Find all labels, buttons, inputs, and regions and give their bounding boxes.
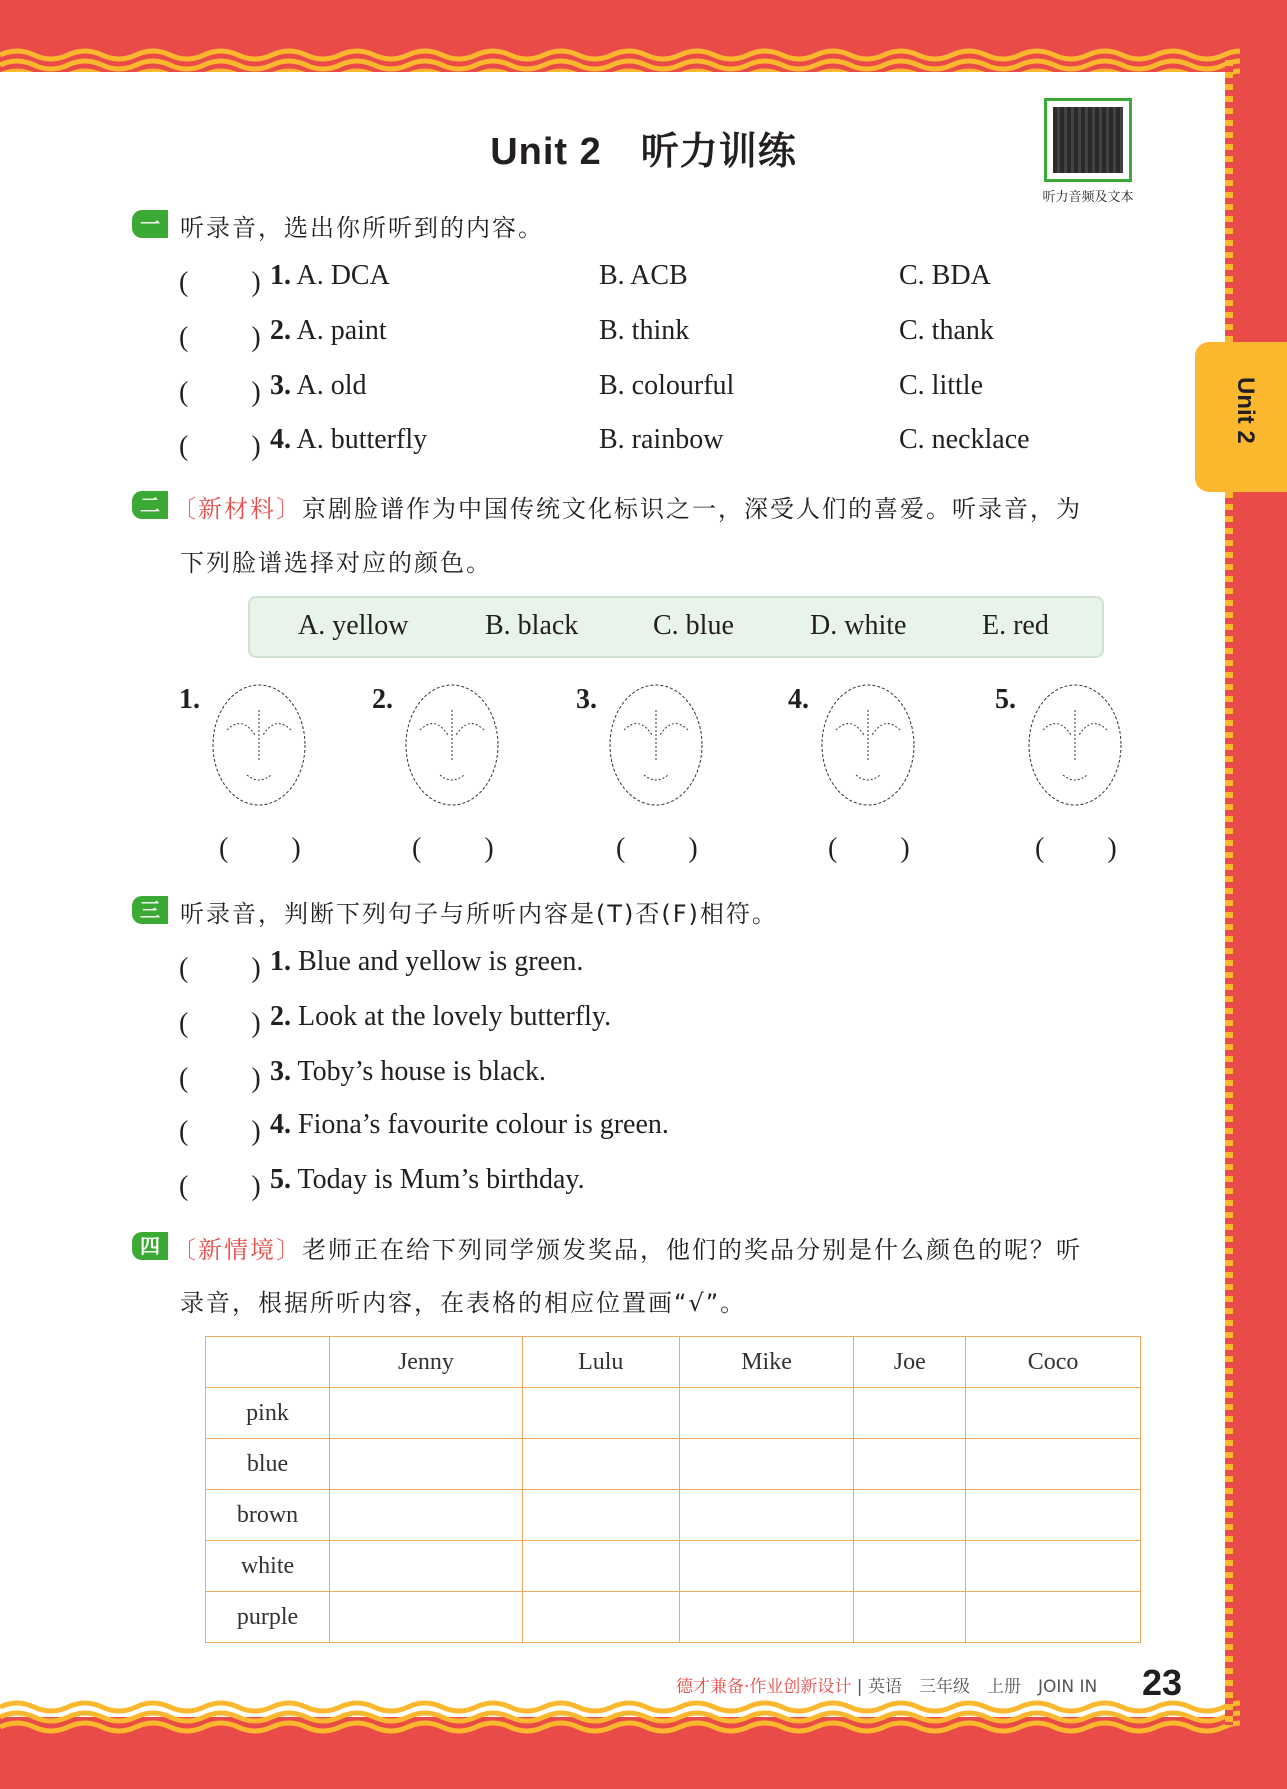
section-2-instruction-2: 下列脸谱选择对应的颜色。 [180, 549, 492, 577]
check-cell[interactable] [522, 1388, 679, 1439]
column-header: Mike [679, 1337, 854, 1388]
section-4-number: 四 [132, 1232, 168, 1260]
opera-mask-image [207, 680, 311, 810]
question-option-c: C. necklace [899, 424, 1030, 455]
answer-blank[interactable]: ( ) [179, 322, 261, 353]
opera-mask-image [604, 680, 708, 810]
question-option-b: B. think [599, 315, 690, 346]
check-cell[interactable] [854, 1541, 966, 1592]
table-row [206, 1388, 1141, 1439]
option-blue: C. blue [653, 610, 734, 641]
check-cell[interactable] [330, 1541, 523, 1592]
footer-brand: 德才兼备·作业创新设计 [676, 1677, 852, 1697]
check-cell[interactable] [522, 1541, 679, 1592]
option-red: E. red [982, 610, 1049, 641]
row-header: brown [206, 1490, 330, 1541]
table-row [206, 1439, 1141, 1490]
check-cell[interactable] [966, 1490, 1141, 1541]
section-1-number: 一 [132, 210, 168, 238]
column-header: Jenny [330, 1337, 523, 1388]
table-row [206, 1541, 1141, 1592]
section-2-number: 二 [132, 491, 168, 519]
section-4-instruction: 老师正在给下列同学颁发奖品，他们的奖品分别是什么颜色的呢？听 [302, 1236, 1082, 1264]
table-header-row [206, 1337, 1141, 1388]
page-title: Unit 2 听力训练 [490, 131, 797, 173]
statement: 1. Blue and yellow is green. [270, 946, 584, 977]
question-option-c: C. little [899, 370, 983, 401]
check-cell[interactable] [966, 1592, 1141, 1643]
bottom-border [0, 1700, 1240, 1740]
check-cell[interactable] [679, 1490, 854, 1541]
check-cell[interactable] [679, 1439, 854, 1490]
footer-info: 英语 三年级 上册 JOIN IN [867, 1677, 1098, 1697]
question-option-c: C. thank [899, 315, 994, 346]
answer-blank[interactable]: ( ) [179, 1171, 261, 1202]
color-options-box [248, 596, 1104, 658]
row-header: blue [206, 1439, 330, 1490]
section-3-instruction: 听录音，判断下列句子与所听内容是(T)否(F)相符。 [180, 900, 778, 928]
row-header: pink [206, 1388, 330, 1439]
table-row [206, 1592, 1141, 1643]
question-option-b: B. colourful [599, 370, 735, 401]
prize-color-table [205, 1336, 1141, 1643]
check-cell[interactable] [854, 1490, 966, 1541]
column-header: Coco [966, 1337, 1141, 1388]
section-4-instruction-2: 录音，根据所听内容，在表格的相应位置画“√”。 [180, 1289, 747, 1317]
answer-blank[interactable]: ( ) [412, 833, 494, 864]
section-1-instruction: 听录音，选出你所听到的内容。 [180, 214, 544, 242]
check-cell[interactable] [854, 1592, 966, 1643]
answer-blank[interactable]: ( ) [179, 1116, 261, 1147]
answer-blank[interactable]: ( ) [179, 267, 261, 298]
column-header: Joe [854, 1337, 966, 1388]
face-number: 3. [576, 684, 597, 715]
option-white: D. white [810, 610, 907, 641]
question-option-b: B. ACB [599, 260, 688, 291]
answer-blank[interactable]: ( ) [179, 431, 261, 462]
check-cell[interactable] [330, 1490, 523, 1541]
statement: 4. Fiona’s favourite colour is green. [270, 1109, 669, 1140]
answer-blank[interactable]: ( ) [179, 377, 261, 408]
answer-blank[interactable]: ( ) [1035, 833, 1117, 864]
side-border [1225, 60, 1233, 1725]
check-cell[interactable] [966, 1439, 1141, 1490]
statement: 2. Look at the lovely butterfly. [270, 1001, 612, 1032]
question-option-a: 1. A. DCA [270, 260, 390, 291]
check-cell[interactable] [522, 1592, 679, 1643]
answer-blank[interactable]: ( ) [179, 1063, 261, 1094]
check-cell[interactable] [966, 1541, 1141, 1592]
check-cell[interactable] [679, 1592, 854, 1643]
check-cell[interactable] [679, 1388, 854, 1439]
check-cell[interactable] [679, 1541, 854, 1592]
opera-mask-image [816, 680, 920, 810]
check-cell[interactable] [522, 1490, 679, 1541]
section-3-number: 三 [132, 896, 168, 924]
page-number: 23 [1142, 1662, 1183, 1703]
option-black: B. black [485, 610, 579, 641]
check-cell[interactable] [330, 1388, 523, 1439]
section-2-tag: 〔新材料〕 [172, 495, 302, 523]
face-number: 5. [995, 684, 1016, 715]
question-option-a: 3. A. old [270, 370, 367, 401]
check-cell[interactable] [854, 1388, 966, 1439]
table-row [206, 1490, 1141, 1541]
option-yellow: A. yellow [298, 610, 409, 641]
footer: 德才兼备·作业创新设计 | 英语 三年级 上册 JOIN IN [676, 1677, 1098, 1697]
opera-mask-image [1023, 680, 1127, 810]
question-option-b: B. rainbow [599, 424, 724, 455]
section-4-tag: 〔新情境〕 [172, 1236, 302, 1264]
check-cell[interactable] [330, 1592, 523, 1643]
answer-blank[interactable]: ( ) [616, 833, 698, 864]
answer-blank[interactable]: ( ) [179, 1008, 261, 1039]
unit-tab [1195, 342, 1287, 492]
section-2-instruction: 京剧脸谱作为中国传统文化标识之一，深受人们的喜爱。听录音，为 [302, 495, 1082, 523]
answer-blank[interactable]: ( ) [219, 833, 301, 864]
face-number: 4. [788, 684, 809, 715]
question-option-a: 2. A. paint [270, 315, 387, 346]
face-number: 1. [179, 684, 200, 715]
check-cell[interactable] [330, 1439, 523, 1490]
qr-code[interactable] [1044, 98, 1132, 182]
face-number: 2. [372, 684, 393, 715]
statement: 3. Toby’s house is black. [270, 1056, 546, 1087]
top-border [0, 0, 1240, 80]
question-option-a: 4. A. butterfly [270, 424, 428, 455]
answer-blank[interactable]: ( ) [828, 833, 910, 864]
row-header: purple [206, 1592, 330, 1643]
check-cell[interactable] [854, 1439, 966, 1490]
row-header: white [206, 1541, 330, 1592]
opera-mask-image [400, 680, 504, 810]
question-option-c: C. BDA [899, 260, 991, 291]
qr-label: 听力音频及文本 [1042, 190, 1134, 205]
column-header: Lulu [522, 1337, 679, 1388]
answer-blank[interactable]: ( ) [179, 953, 261, 984]
unit-tab-label: Unit 2 [1232, 377, 1259, 444]
check-cell[interactable] [522, 1439, 679, 1490]
check-cell[interactable] [966, 1388, 1141, 1439]
statement: 5. Today is Mum’s birthday. [270, 1164, 585, 1195]
